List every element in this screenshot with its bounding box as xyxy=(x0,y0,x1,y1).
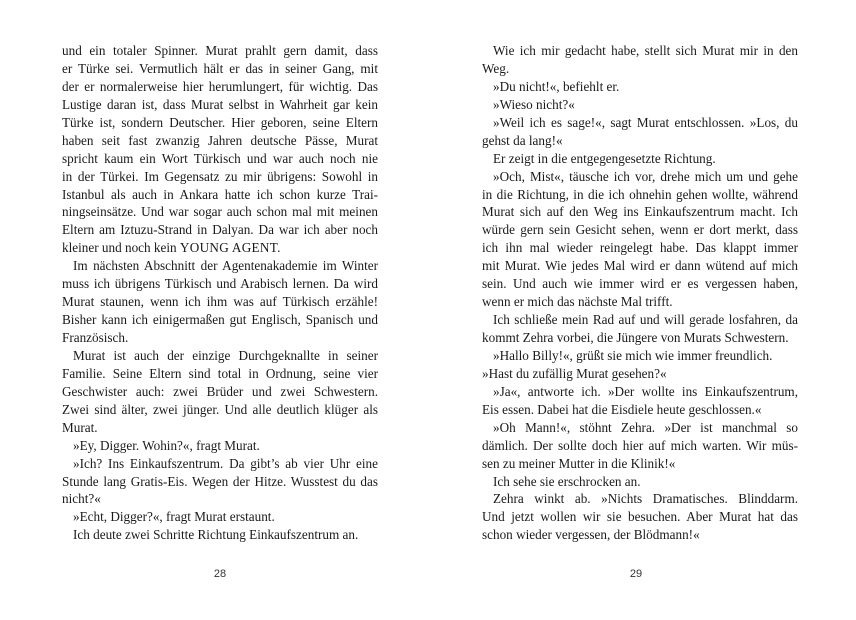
text-line: Murat. xyxy=(62,419,98,435)
text-line: »Du nicht!«, befiehlt er. xyxy=(493,78,620,94)
text-line xyxy=(62,239,378,257)
text-line: ningseinsätze. Und war sogar auch schon mal mit meinen xyxy=(62,204,378,220)
text-line: Ich sehe sie erschrocken an. xyxy=(493,473,641,489)
young-agent-smallcaps: YOUNG AGENT. xyxy=(179,240,281,256)
text-line: dämlich. Der sollte doch hier auf mich warten. Wir müs- xyxy=(482,437,798,453)
text-line: »Hast du zufällig Murat gesehen?« xyxy=(482,365,667,381)
text-line: »Wieso nicht?« xyxy=(493,96,575,112)
text-line: spricht kaum ein Wort Türkisch und war auch noch nie xyxy=(62,150,378,166)
text-line: Lustige daran ist, dass Murat selbst in Wahrheit gar kein xyxy=(62,96,378,112)
text-line: und ein totaler Spinner. Murat prahlt gern damit, dass xyxy=(62,43,378,58)
text-line: sen zu meiner Mutter in die Klinik!« xyxy=(482,455,676,471)
text-line: Ich schließe mein Rad auf und will gerade losfahren, da xyxy=(493,312,798,328)
text-run: kleiner und noch kein xyxy=(62,240,177,256)
text-line: »Ja«, antworte ich. »Der wollte ins Einkaufszentrum, xyxy=(493,383,798,399)
text-line: Wie ich mir gedacht habe, stellt sich Murat mir in den xyxy=(493,43,798,58)
text-line: Bisher kann ich einigermaßen gut Englisch, Spanisch und xyxy=(62,312,378,328)
text-line: »Oh Mann!«, stöhnt Zehra. »Der ist manchmal so xyxy=(493,419,798,435)
text-line: Familie. Seine Eltern sind total in Ordnung, seine vier xyxy=(62,365,378,381)
text-line: er Türke sei. Vermutlich hält er das in seiner Gang, mit xyxy=(62,60,378,76)
text-line: haben seit fast zwanzig Jahren deutsche Pässe, Murat xyxy=(62,132,378,148)
text-line: Istanbul als auch in Ankara hatte ich schon kurze Trai- xyxy=(62,186,378,202)
text-line: wenn er mich das nächste Mal trifft. xyxy=(482,294,673,310)
text-line: gehst da lang!« xyxy=(482,132,563,148)
text-line: Türke ist, sondern Deutscher. Hier geboren, seine Eltern xyxy=(62,114,378,130)
text-line: Zwei sind älter, zwei jünger. Und alle deutlich klüger als xyxy=(62,401,378,417)
text-line: Murat ist auch der einzige Durchgeknallte in seiner xyxy=(73,347,378,363)
text-line: »Och, Mist«, täusche ich vor, drehe mich um und gehe xyxy=(493,168,798,184)
text-line: Er zeigt in die entgegengesetzte Richtung. xyxy=(493,150,716,166)
text-line: muss ich übrigens Türkisch und Arabisch lernen. Da wird xyxy=(62,276,378,292)
text-line: Weg. xyxy=(482,60,510,76)
text-line: Murat staunen, wenn ich ihm was auf Türkisch erzähle! xyxy=(62,294,378,310)
text-line: ich ihn mal wieder reingelegt habe. Das klappt immer xyxy=(482,240,798,256)
text-line: mit Murat. Wie jedes Mal wird er dann wütend auf mich xyxy=(482,258,798,274)
text-line: Geschwister auch: zwei Brüder und zwei Schwestern. xyxy=(62,383,378,399)
right-page xyxy=(482,42,798,544)
text-line: Ich deute zwei Schritte Richtung Einkaufszentrum an. xyxy=(73,527,359,543)
text-line: »Ich? Ins Einkaufszentrum. Da gibt’s ab vier Uhr eine xyxy=(73,455,378,471)
left-page xyxy=(62,42,378,544)
text-line: nicht?« xyxy=(62,491,101,507)
text-line: sein. Und auch wie immer wird er es vergessen haben, xyxy=(482,276,798,292)
text-line: Eltern am Iztuzu-Strand in Dalyan. Da war ich aber noch xyxy=(62,222,378,238)
text-line: kommt Zehra vorbei, die Jüngere von Murats Schwestern. xyxy=(482,330,789,345)
text-line: Eis essen. Dabei hat die Eisdiele heute geschlossen.« xyxy=(482,401,762,417)
text-line: Im nächsten Abschnitt der Agentenakademie im Winter xyxy=(73,258,378,274)
text-line: »Echt, Digger?«, fragt Murat erstaunt. xyxy=(73,509,275,525)
text-line: »Hallo Billy!«, grüßt sie mich wie immer freundlich. xyxy=(493,347,773,363)
text-line: in der Türkei. Im Gegensatz zu mir übrigens: Sowohl in xyxy=(62,168,378,184)
text-line: Und jetzt wollen wir sie besuchen. Aber Murat hat das xyxy=(482,509,798,525)
text-line: in die Richtung, in die ich ohnehin gehen wollte, während xyxy=(482,186,798,202)
text-line: schon wieder vergessen, der Blödmann!« xyxy=(482,527,700,543)
text-line: »Weil ich es sage!«, sagt Murat entschlossen. »Los, du xyxy=(493,114,798,130)
page-number-left: 28 xyxy=(213,568,227,580)
page-number-right: 29 xyxy=(629,568,643,580)
text-line: würde gern sein Gesicht sehen, wenn er dort merkt, dass xyxy=(482,222,798,238)
text-line: der er normalerweise hier herumlungert, für wichtig. Das xyxy=(62,78,378,94)
text-line: »Ey, Digger. Wohin?«, fragt Murat. xyxy=(73,437,260,453)
text-line: Französisch. xyxy=(62,330,129,345)
text-line: Murat sich auf den Weg ins Einkaufszentrum macht. Ich xyxy=(482,204,798,220)
text-line: Stunde lang Gratis-Eis. Wegen der Hitze. Wusstest du das xyxy=(62,473,378,489)
text-line: Zehra winkt ab. »Nichts Dramatisches. Blinddarm. xyxy=(493,491,798,507)
